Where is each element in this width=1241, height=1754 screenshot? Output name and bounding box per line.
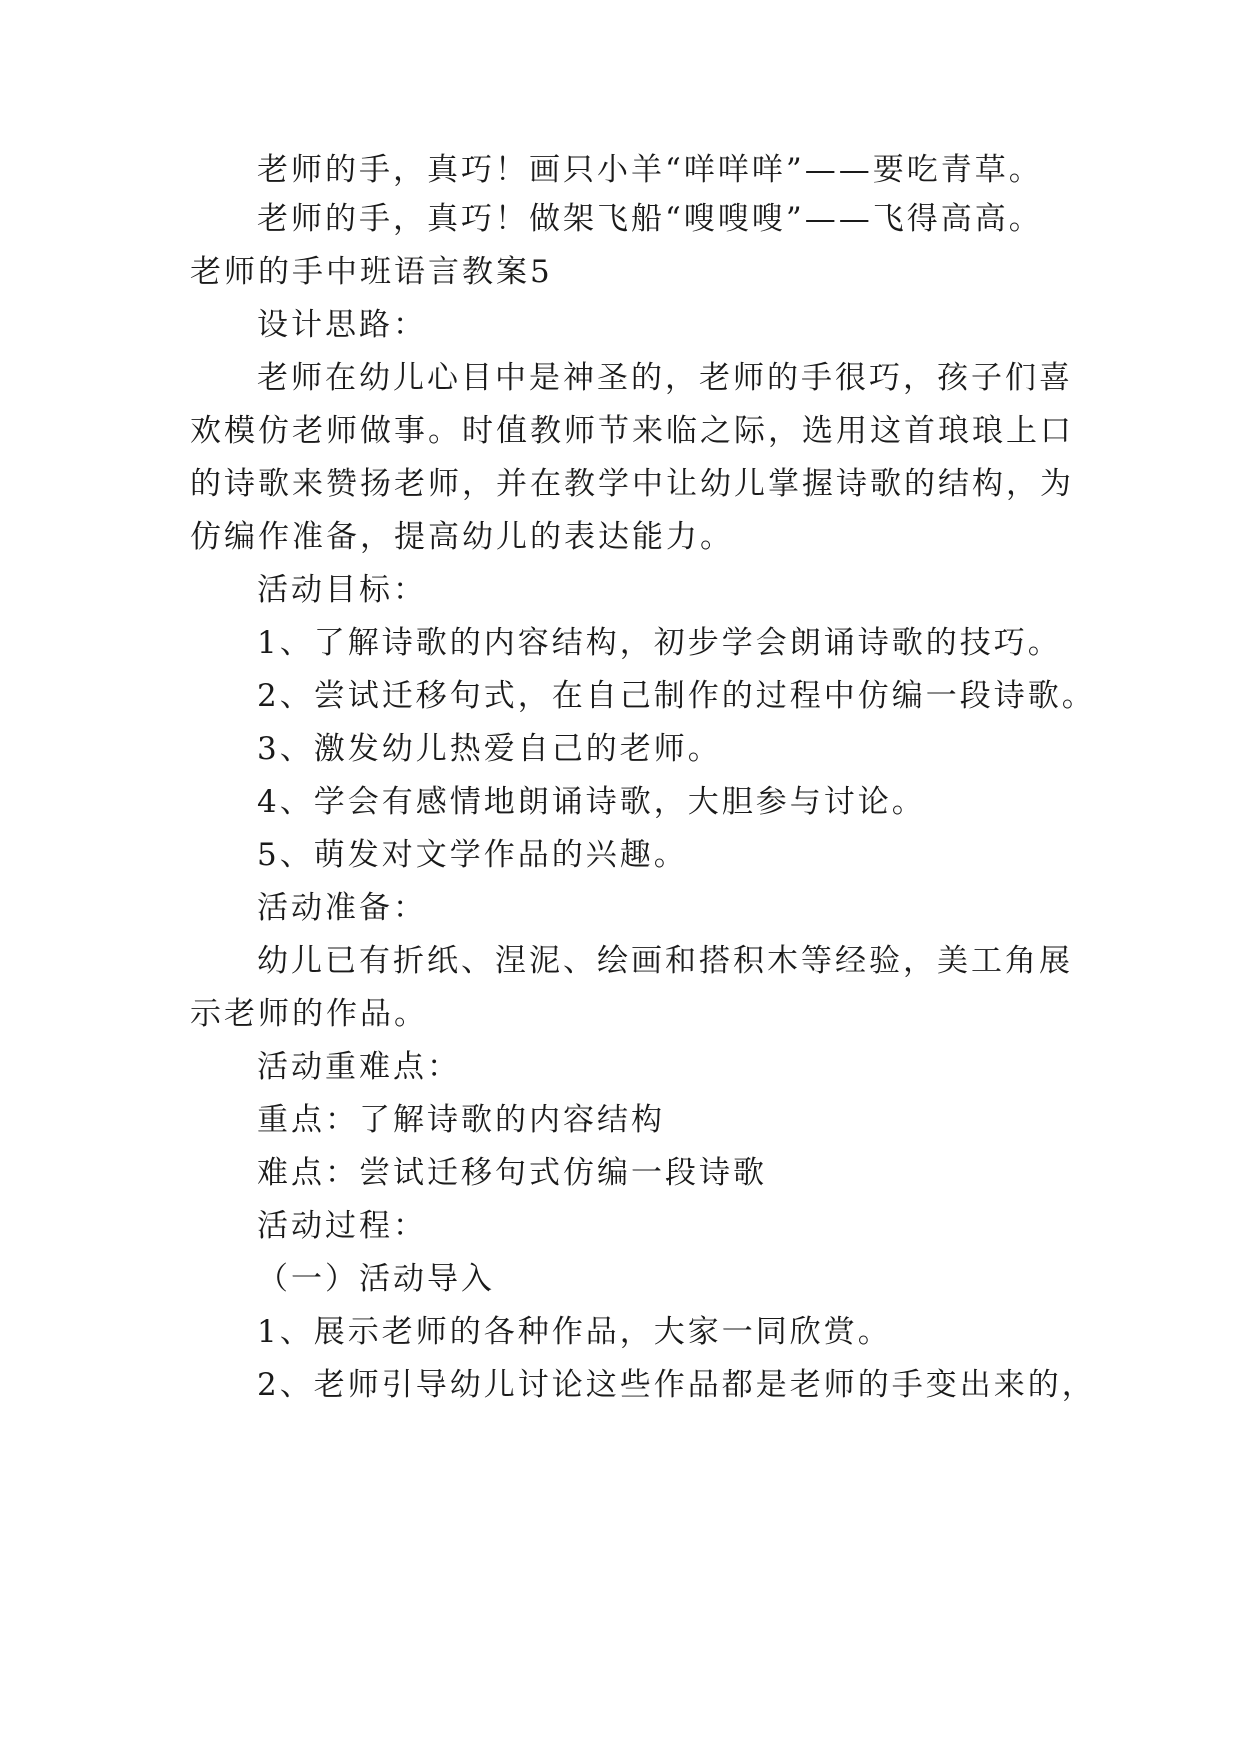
list-item: 2、老师引导幼儿讨论这些作品都是老师的手变出来的， — [257, 1367, 1096, 1403]
heading: 活动准备： — [257, 890, 427, 926]
list-item: 5、萌发对文学作品的兴趣。 — [257, 837, 688, 873]
paragraph-line: 仿编作准备，提高幼儿的表达能力。 — [190, 519, 734, 555]
paragraph-line: 欢模仿老师做事。时值教师节来临之际，选用这首琅琅上口 — [190, 413, 1074, 449]
subheading: （一）活动导入 — [257, 1261, 495, 1297]
paragraph-line: 难点：尝试迁移句式仿编一段诗歌 — [257, 1155, 767, 1191]
list-item: 3、激发幼儿热爱自己的老师。 — [257, 731, 722, 767]
paragraph-line: 重点：了解诗歌的内容结构 — [257, 1102, 665, 1138]
paragraph-line: 老师在幼儿心目中是神圣的，老师的手很巧，孩子们喜 — [257, 360, 1073, 396]
list-item: 1、了解诗歌的内容结构，初步学会朗诵诗歌的技巧。 — [257, 625, 1062, 661]
heading: 活动重难点： — [257, 1049, 461, 1085]
poem-line: 老师的手，真巧！画只小羊“咩咩咩”——要吃青草。 — [257, 152, 1043, 188]
list-item: 2、尝试迁移句式，在自己制作的过程中仿编一段诗歌。 — [257, 678, 1096, 714]
section-title: 老师的手中班语言教案5 — [190, 254, 553, 290]
list-item: 4、学会有感情地朗诵诗歌，大胆参与讨论。 — [257, 784, 926, 820]
list-item: 1、展示老师的各种作品，大家一同欣赏。 — [257, 1314, 892, 1350]
poem-line: 老师的手，真巧！做架飞船“嗖嗖嗖”——飞得高高。 — [257, 201, 1043, 237]
paragraph-line: 示老师的作品。 — [190, 996, 428, 1032]
paragraph-line: 幼儿已有折纸、涅泥、绘画和搭积木等经验，美工角展 — [257, 943, 1073, 979]
paragraph-line: 的诗歌来赞扬老师，并在教学中让幼儿掌握诗歌的结构，为 — [190, 466, 1074, 502]
heading: 活动目标： — [257, 572, 427, 608]
heading: 活动过程： — [257, 1208, 427, 1244]
heading: 设计思路： — [257, 307, 427, 343]
